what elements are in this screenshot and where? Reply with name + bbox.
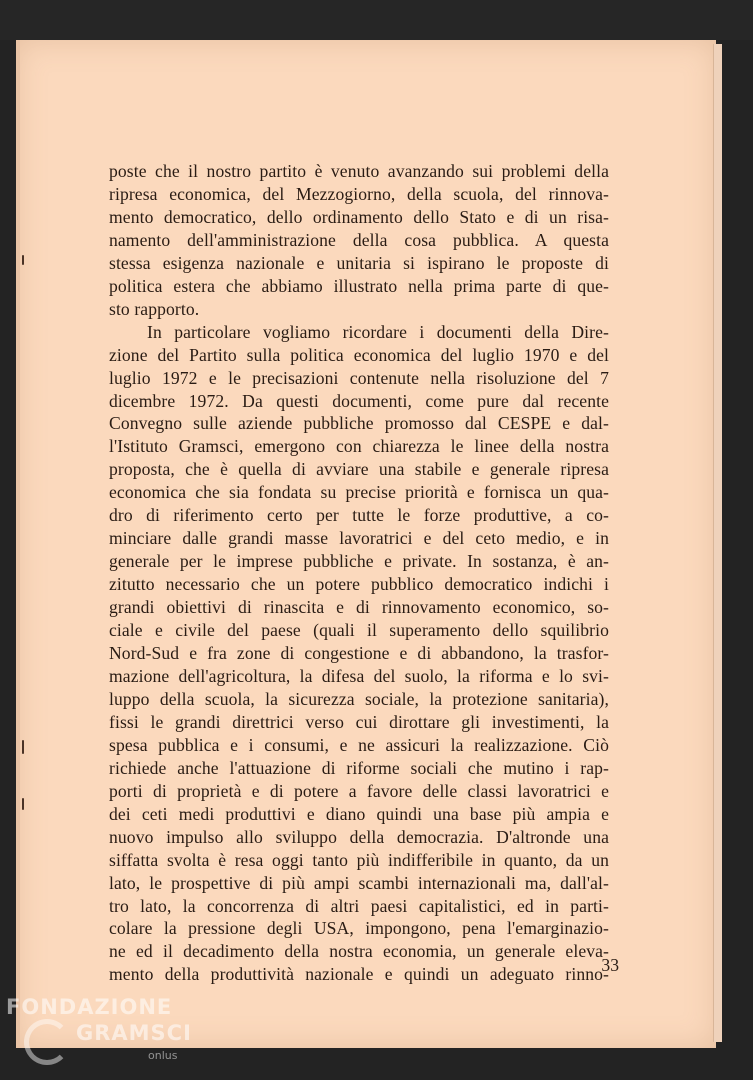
text-line: dei ceti medi produttivi e diano quindi una base più ampia e	[109, 803, 609, 824]
watermark	[6, 995, 192, 1075]
text-line: grandi obiettivi di rinascita e di rinnovamento economico, so-	[109, 597, 609, 618]
text-line: mazione dell'agricoltura, la difesa del suolo, la riforma e lo svi-	[109, 665, 609, 686]
paragraph	[109, 160, 609, 321]
margin-mark	[22, 740, 24, 754]
text-line: richiede anche l'attuazione di riforme sociali che mutino i rap-	[109, 757, 609, 778]
page-number: 33	[601, 955, 619, 975]
book-page	[16, 40, 716, 1048]
text-line: economica che sia fondata su precise priorità e fornisca un qua-	[109, 482, 609, 503]
text-line: ne ed il decadimento della nostra economia, un generale eleva-	[109, 941, 609, 962]
text-line: dro di riferimento certo per tutte le forze produttive, a co-	[109, 505, 609, 526]
fondazione-logo-icon	[24, 1019, 70, 1065]
text-line: nuovo impulso allo sviluppo della democrazia. D'altronde una	[109, 826, 609, 847]
text-line: In particolare vogliamo ricordare i documenti della Dire-	[147, 321, 609, 342]
text-line: lato, le prospettive di più ampi scambi internazionali ma, dall'al-	[109, 872, 609, 893]
text-line: porti di proprietà e di potere a favore delle classi lavoratrici e	[109, 780, 609, 801]
text-line: tro lato, la concorrenza di altri paesi capitalistici, ed in parti-	[109, 895, 609, 916]
text-line: fissi le grandi direttrici verso cui dirottare gli investimenti, la	[109, 711, 609, 732]
text-line: luglio 1972 e le precisazioni contenute nella risoluzione del 7	[109, 367, 609, 388]
scan-background	[0, 0, 753, 40]
text-line: minciare dalle grandi masse lavoratrici e del ceto medio, e in	[109, 528, 609, 549]
text-line: sto rapporto.	[109, 298, 200, 319]
text-line: proposta, che è quella di avviare una stabile e generale ripresa	[109, 459, 609, 480]
text-line: l'Istituto Gramsci, emergono con chiarezza le linee della nostra	[109, 436, 609, 457]
paragraph	[109, 321, 609, 987]
text-line: mento della produttività nazionale e quindi un adeguato rinno-	[109, 964, 609, 985]
text-line: siffatta svolta è resa oggi tanto più indifferibile in quanto, da un	[109, 849, 609, 870]
watermark-line1: FONDAZIONE	[6, 995, 173, 1019]
text-line: colare la pressione degli USA, impongono, pena l'emarginazio-	[109, 918, 609, 939]
text-line: poste che il nostro partito è venuto avanzando sui problemi della	[109, 161, 609, 181]
text-line: namento dell'amministrazione della cosa pubblica. A questa	[109, 229, 609, 250]
text-line: politica estera che abbiamo illustrato nella prima parte di que-	[109, 275, 609, 296]
text-line: Nord-Sud e fra zone di congestione e di abbandono, la trasfor-	[109, 643, 609, 664]
text-line: mento democratico, dello ordinamento dello Stato e di un risa-	[109, 206, 609, 227]
page-gutter	[16, 40, 20, 1048]
text-line: stessa esigenza nazionale e unitaria si ispirano le proposte di	[109, 252, 609, 273]
text-line: generale per le imprese pubbliche e private. In sostanza, è an-	[109, 551, 609, 572]
text-line: luppo della scuola, la sicurezza sociale, la protezione sanitaria),	[109, 688, 609, 709]
body-text	[109, 160, 609, 986]
text-line: Convegno sulle aziende pubbliche promosso dal CESPE e dal-	[109, 413, 609, 434]
text-line: spesa pubblica e i consumi, e ne assicuri la realizzazione. Ciò	[109, 734, 609, 755]
page-edge	[713, 44, 722, 1042]
text-line: dicembre 1972. Da questi documenti, come pure dal recente	[109, 390, 609, 411]
text-line: ripresa economica, del Mezzogiorno, della scuola, del rinnova-	[109, 183, 609, 204]
text-line: ciale e civile del paese (quali il superamento dello squilibrio	[109, 620, 609, 641]
text-line: zitutto necessario che un potere pubblico democratico indichi i	[109, 574, 609, 595]
margin-mark	[22, 798, 24, 810]
text-line: zione del Partito sulla politica economica del luglio 1970 e del	[109, 344, 609, 365]
watermark-line2: GRAMSCI	[76, 1021, 192, 1045]
watermark-suffix: onlus	[148, 1049, 178, 1062]
margin-mark	[22, 255, 24, 265]
